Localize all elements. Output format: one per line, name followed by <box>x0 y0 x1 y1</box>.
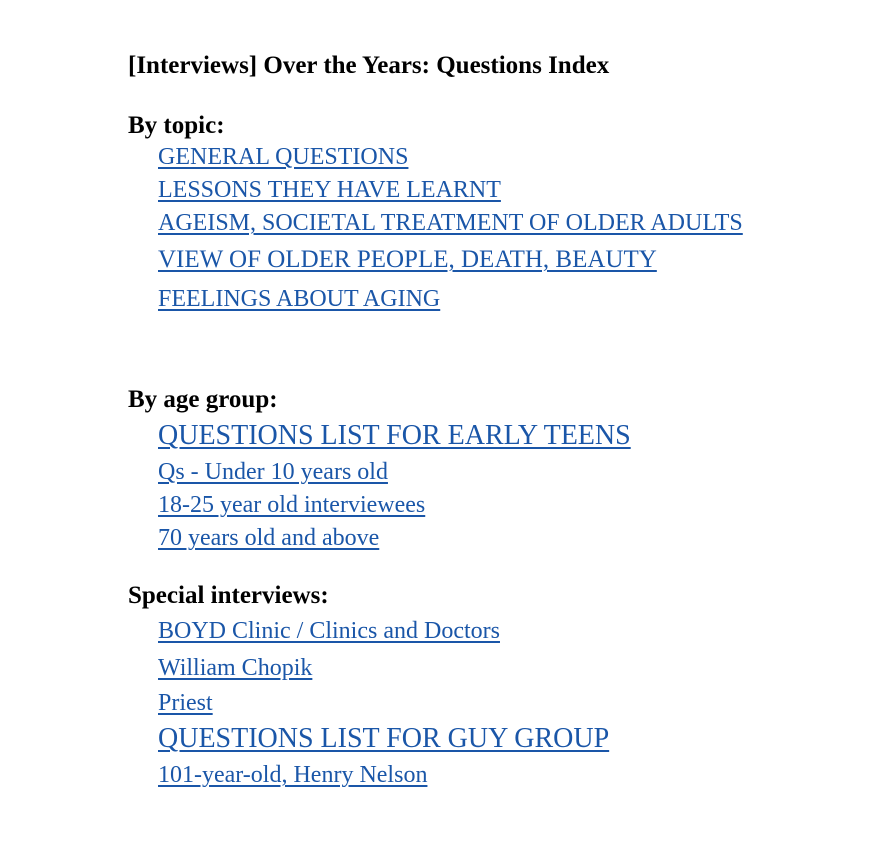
special-interviews-heading: Special interviews: <box>128 582 329 609</box>
topic-link-general-questions[interactable]: GENERAL QUESTIONS <box>158 144 409 170</box>
age-group-heading: By age group: <box>128 386 278 413</box>
topic-heading: By topic: <box>128 112 225 139</box>
age-link-70-and-above[interactable]: 70 years old and above <box>158 525 380 551</box>
age-link-under-10[interactable]: Qs - Under 10 years old <box>158 459 388 485</box>
page-title: [Interviews] Over the Years: Questions Index <box>128 52 610 79</box>
special-link-priest[interactable]: Priest <box>158 690 213 716</box>
special-link-boyd-clinic[interactable]: BOYD Clinic / Clinics and Doctors <box>158 618 500 644</box>
topic-link-feelings-about-aging[interactable]: FEELINGS ABOUT AGING <box>158 286 441 312</box>
topic-link-ageism[interactable]: AGEISM, SOCIETAL TREATMENT OF OLDER ADULTS <box>158 210 743 236</box>
age-link-early-teens[interactable]: QUESTIONS LIST FOR EARLY TEENS <box>158 420 631 451</box>
special-link-henry-nelson[interactable]: 101-year-old, Henry Nelson <box>158 762 428 788</box>
topic-link-lessons-learnt[interactable]: LESSONS THEY HAVE LEARNT <box>158 177 501 203</box>
topic-link-view-of-older-people[interactable]: VIEW OF OLDER PEOPLE, DEATH, BEAUTY <box>158 246 657 273</box>
age-link-18-25[interactable]: 18-25 year old interviewees <box>158 492 426 518</box>
special-link-guy-group[interactable]: QUESTIONS LIST FOR GUY GROUP <box>158 723 610 754</box>
special-link-william-chopik[interactable]: William Chopik <box>158 655 313 681</box>
